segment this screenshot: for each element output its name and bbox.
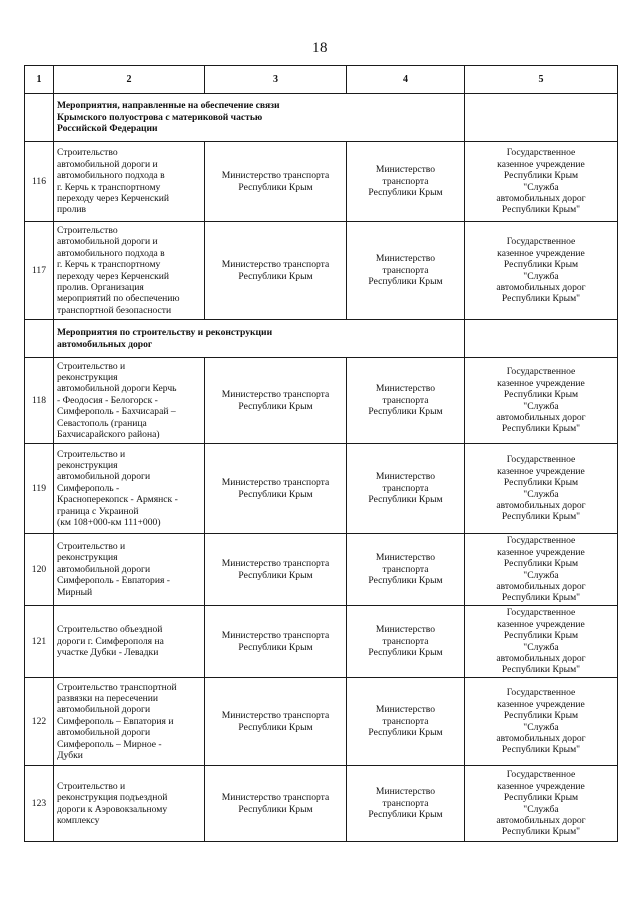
row-number: 118 bbox=[25, 358, 54, 444]
responsible-cell: Министерство транспорта Республики Крым bbox=[205, 358, 347, 444]
responsible-cell: Министерство транспорта Республики Крым bbox=[205, 766, 347, 842]
table-row bbox=[25, 678, 618, 766]
table-row bbox=[25, 534, 618, 606]
header-cell-4: 4 bbox=[347, 66, 465, 94]
event-cell: Строительство автомобильной дороги и автомобильного подхода в г. Керчь к транспортному переходу через Керченский пролив. Организация мероприятий по обеспечению транспортной безопасности bbox=[54, 222, 205, 320]
executor-cell: Государственное казенное учреждение Республики Крым "Служба автомобильных дорог Республики Крым" bbox=[465, 444, 618, 534]
header-cell-3: 3 bbox=[205, 66, 347, 94]
section-row bbox=[25, 320, 618, 358]
client-cell: Министерство транспорта Республики Крым bbox=[347, 358, 465, 444]
client-cell: Министерство транспорта Республики Крым bbox=[347, 444, 465, 534]
executor-cell: Государственное казенное учреждение Республики Крым "Служба автомобильных дорог Республики Крым" bbox=[465, 766, 618, 842]
client-cell: Министерство транспорта Республики Крым bbox=[347, 534, 465, 606]
section-empty-cell bbox=[465, 94, 618, 142]
executor-cell: Государственное казенное учреждение Республики Крым "Служба автомобильных дорог Республики Крым" bbox=[465, 142, 618, 222]
row-number: 119 bbox=[25, 444, 54, 534]
responsible-cell: Министерство транспорта Республики Крым bbox=[205, 534, 347, 606]
row-number: 116 bbox=[25, 142, 54, 222]
event-cell: Строительство транспортной развязки на пересечении автомобильной дороги Симферополь – Евпатория и автомобильной дороги Симферополь – Мирное - Дубки bbox=[54, 678, 205, 766]
measures-table bbox=[24, 65, 618, 842]
responsible-cell: Министерство транспорта Республики Крым bbox=[205, 678, 347, 766]
responsible-cell: Министерство транспорта Республики Крым bbox=[205, 222, 347, 320]
client-cell: Министерство транспорта Республики Крым bbox=[347, 142, 465, 222]
row-number: 121 bbox=[25, 606, 54, 678]
client-cell: Министерство транспорта Республики Крым bbox=[347, 678, 465, 766]
client-cell: Министерство транспорта Республики Крым bbox=[347, 222, 465, 320]
row-number: 123 bbox=[25, 766, 54, 842]
table-row bbox=[25, 444, 618, 534]
table-row bbox=[25, 222, 618, 320]
client-cell: Министерство транспорта Республики Крым bbox=[347, 766, 465, 842]
table-header-row bbox=[25, 66, 618, 94]
event-cell: Строительство и реконструкция автомобильной дороги Керчь - Феодосия - Белогорск - Симферополь - Бахчисарай – Севастополь (граница Бахчисарайского района) bbox=[54, 358, 205, 444]
section-empty-cell bbox=[25, 320, 54, 358]
header-cell-1: 1 bbox=[25, 66, 54, 94]
section-row bbox=[25, 94, 618, 142]
row-number: 122 bbox=[25, 678, 54, 766]
header-cell-2: 2 bbox=[54, 66, 205, 94]
responsible-cell: Министерство транспорта Республики Крым bbox=[205, 606, 347, 678]
section-empty-cell bbox=[25, 94, 54, 142]
row-number: 120 bbox=[25, 534, 54, 606]
section-title: Мероприятия, направленные на обеспечение связи Крымского полуострова с материковой частью Российской Федерации bbox=[54, 94, 465, 142]
executor-cell: Государственное казенное учреждение Республики Крым "Служба автомобильных дорог Республики Крым" bbox=[465, 606, 618, 678]
section-empty-cell bbox=[465, 320, 618, 358]
header-cell-5: 5 bbox=[465, 66, 618, 94]
executor-cell: Государственное казенное учреждение Республики Крым "Служба автомобильных дорог Республики Крым" bbox=[465, 534, 618, 606]
event-cell: Строительство и реконструкция автомобильной дороги Симферополь - Красноперекопск - Армянск - граница с Украиной (км 108+000-км 111+000) bbox=[54, 444, 205, 534]
table-row bbox=[25, 606, 618, 678]
section-title: Мероприятия по строительству и реконструкции автомобильных дорог bbox=[54, 320, 465, 358]
executor-cell: Государственное казенное учреждение Республики Крым "Служба автомобильных дорог Республики Крым" bbox=[465, 358, 618, 444]
table-row bbox=[25, 142, 618, 222]
row-number: 117 bbox=[25, 222, 54, 320]
executor-cell: Государственное казенное учреждение Республики Крым "Служба автомобильных дорог Республики Крым" bbox=[465, 222, 618, 320]
client-cell: Министерство транспорта Республики Крым bbox=[347, 606, 465, 678]
table-row bbox=[25, 766, 618, 842]
page-number: 18 bbox=[312, 40, 328, 56]
responsible-cell: Министерство транспорта Республики Крым bbox=[205, 444, 347, 534]
event-cell: Строительство и реконструкция подъездной дороги к Аэровокзальному комплексу bbox=[54, 766, 205, 842]
responsible-cell: Министерство транспорта Республики Крым bbox=[205, 142, 347, 222]
event-cell: Строительство автомобильной дороги и автомобильного подхода в г. Керчь к транспортному переходу через Керченский пролив bbox=[54, 142, 205, 222]
event-cell: Строительство объездной дороги г. Симферополя на участке Дубки - Левадки bbox=[54, 606, 205, 678]
event-cell: Строительство и реконструкция автомобильной дороги Симферополь - Евпатория - Мирный bbox=[54, 534, 205, 606]
executor-cell: Государственное казенное учреждение Республики Крым "Служба автомобильных дорог Республики Крым" bbox=[465, 678, 618, 766]
table-row bbox=[25, 358, 618, 444]
